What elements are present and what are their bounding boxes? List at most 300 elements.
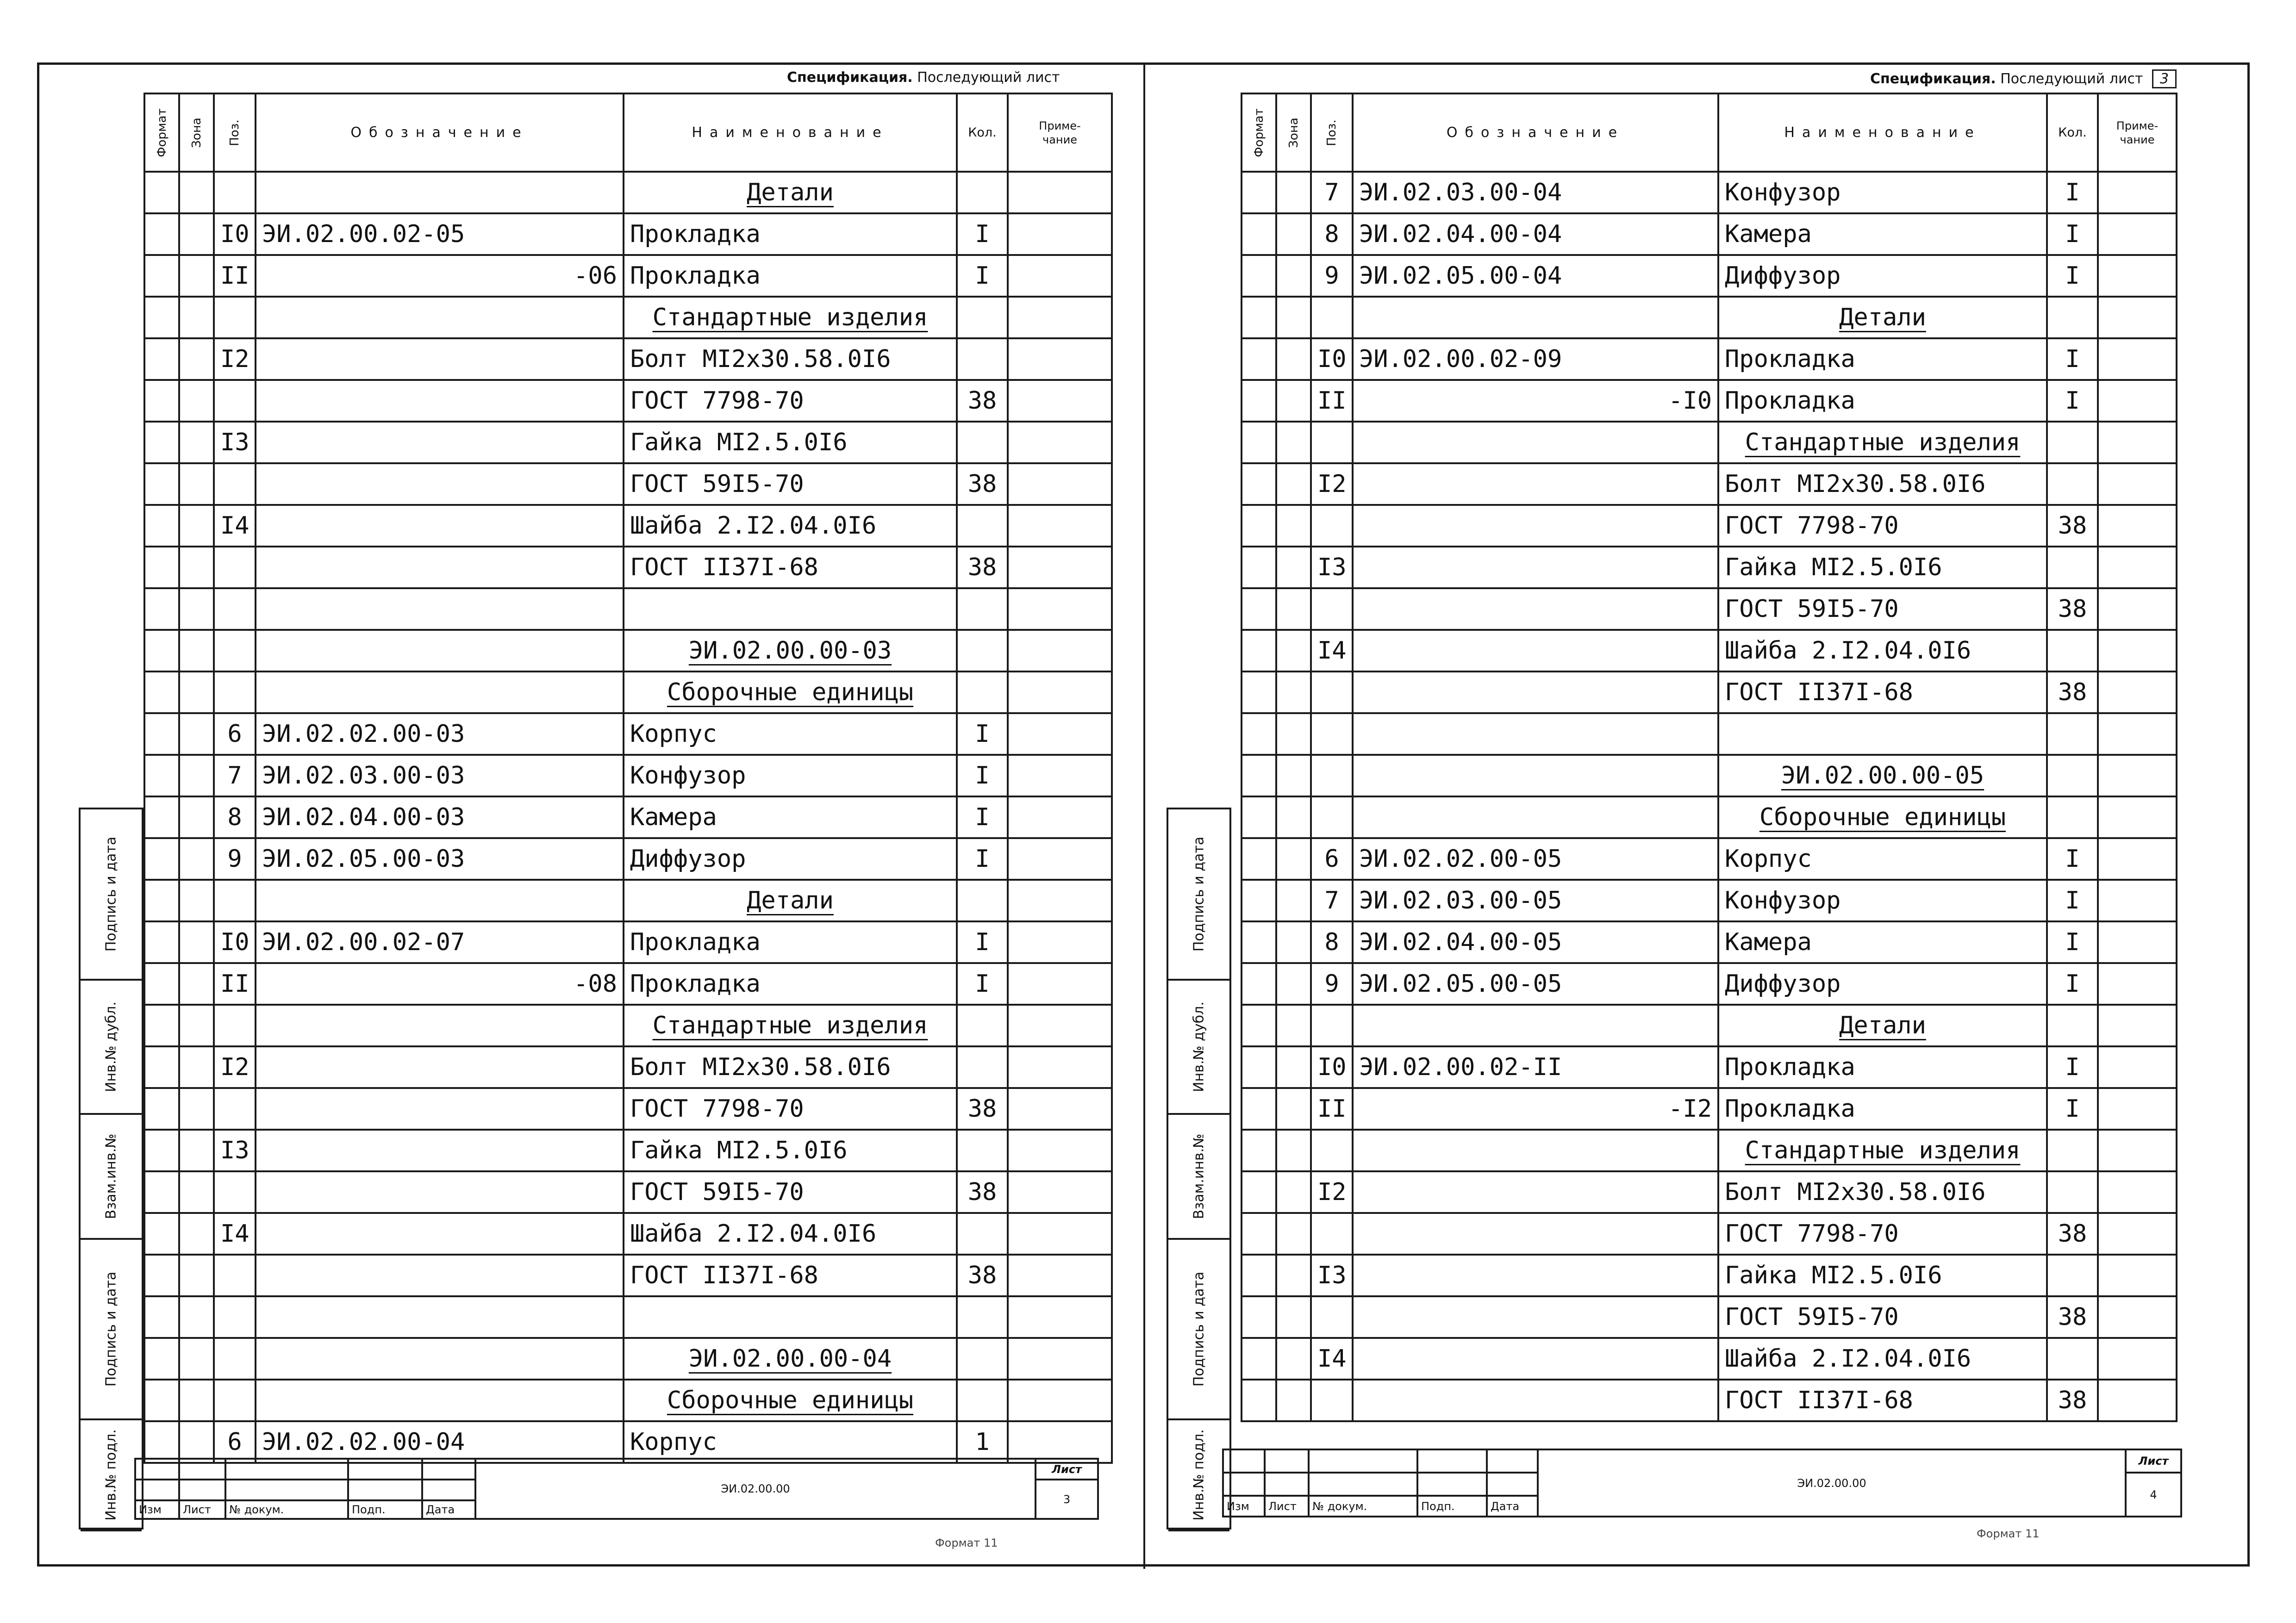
table-row: [1242, 1338, 2177, 1380]
pos-cell: I4: [214, 1213, 256, 1255]
name-cell: ГОСТ 7798-70: [624, 380, 957, 422]
pos-cell: I3: [1311, 1255, 1353, 1296]
zone-cell: [1276, 1046, 1311, 1088]
note-cell: [1008, 1338, 1112, 1380]
name-cell: Конфузор: [1718, 880, 2047, 921]
zone-cell: [179, 796, 214, 838]
right-margin-strip: [1167, 808, 1231, 1530]
zone-cell: [1276, 505, 1311, 547]
name-cell: [624, 588, 957, 630]
designation-cell: ЭИ.02.00.02-05: [256, 213, 624, 255]
zone-cell: [179, 338, 214, 380]
pos-cell: 6: [214, 1421, 256, 1463]
format-cell: [1242, 1255, 1276, 1296]
margin-label-cell: [1168, 981, 1229, 1115]
designation-cell: [1353, 1213, 1718, 1255]
note-cell: [1008, 213, 1112, 255]
table-row: [144, 963, 1112, 1005]
zone-cell: [179, 630, 214, 672]
designation-cell: [1353, 1338, 1718, 1380]
pos-cell: I0: [1311, 338, 1353, 380]
col-pos: Поз.: [214, 93, 256, 172]
qty-cell: I: [2047, 880, 2098, 921]
table-row: [1242, 1296, 2177, 1338]
name-cell: Прокладка: [1718, 380, 2047, 422]
table-row: [144, 630, 1112, 672]
designation-cell: [256, 338, 624, 380]
table-row: [1242, 963, 2177, 1005]
table-row: [144, 588, 1112, 630]
table-row: [144, 505, 1112, 547]
col-qty: Кол.: [957, 93, 1008, 172]
designation-cell: [256, 1213, 624, 1255]
note-cell: [2098, 547, 2177, 588]
left-spec-table: [144, 93, 1113, 1464]
qty-cell: [957, 1213, 1008, 1255]
margin-label: Подпись и дата: [1191, 836, 1207, 952]
note-cell: [1008, 338, 1112, 380]
format-cell: [144, 1088, 179, 1130]
designation-cell: [256, 297, 624, 338]
qty-cell: I: [2047, 172, 2098, 213]
pos-cell: [214, 1171, 256, 1213]
format-cell: [1242, 172, 1276, 213]
designation-cell: [1353, 1005, 1718, 1046]
pos-cell: 9: [214, 838, 256, 880]
qty-cell: [2047, 1338, 2098, 1380]
pos-cell: 6: [1311, 838, 1353, 880]
note-cell: [2098, 1171, 2177, 1213]
margin-label: Инв.№ подл.: [103, 1429, 119, 1521]
qty-cell: I: [957, 838, 1008, 880]
designation-cell: [256, 422, 624, 463]
format-cell: [144, 1255, 179, 1296]
name-cell: Прокладка: [1718, 1088, 2047, 1130]
zone-cell: [1276, 172, 1311, 213]
pos-cell: I0: [1311, 1046, 1353, 1088]
margin-label: Инв.№ дубл.: [103, 1001, 119, 1092]
zone-cell: [1276, 547, 1311, 588]
zone-cell: [179, 463, 214, 505]
qty-cell: 38: [957, 547, 1008, 588]
pos-cell: [1311, 1005, 1353, 1046]
zone-cell: [179, 921, 214, 963]
pos-cell: I2: [214, 1046, 256, 1088]
designation-cell: [1353, 796, 1718, 838]
left-header-title: Спецификация.: [787, 69, 913, 86]
table-row: [144, 838, 1112, 880]
format-cell: [1242, 463, 1276, 505]
qty-cell: I: [2047, 1088, 2098, 1130]
col-name: Наименование: [624, 93, 957, 172]
format-cell: [1242, 338, 1276, 380]
pos-cell: [214, 1338, 256, 1380]
zone-cell: [1276, 1130, 1311, 1171]
zone-cell: [179, 672, 214, 713]
table-row: [1242, 1213, 2177, 1255]
format-cell: [1242, 963, 1276, 1005]
note-cell: [1008, 380, 1112, 422]
name-cell: [624, 672, 957, 713]
name-cell: [1718, 1130, 2047, 1171]
zone-cell: [1276, 588, 1311, 630]
left-tb-col-1: Лист: [179, 1500, 225, 1519]
table-row: [144, 1421, 1112, 1463]
right-header-subtitle: Последующий лист: [2000, 71, 2143, 87]
note-cell: [1008, 672, 1112, 713]
zone-cell: [1276, 755, 1311, 796]
pos-cell: I3: [1311, 547, 1353, 588]
name-cell: ГОСТ 7798-70: [1718, 505, 2047, 547]
zone-cell: [1276, 422, 1311, 463]
qty-cell: I: [2047, 213, 2098, 255]
table-row: [144, 213, 1112, 255]
name-cell: Камера: [1718, 921, 2047, 963]
qty-cell: I: [957, 963, 1008, 1005]
table-row: [144, 755, 1112, 796]
margin-label: Взам.инв.№: [1191, 1133, 1207, 1219]
format-cell: [1242, 1005, 1276, 1046]
qty-cell: [2047, 630, 2098, 672]
format-cell: [1242, 1088, 1276, 1130]
zone-cell: [179, 213, 214, 255]
name-cell: ГОСТ II37I-68: [624, 1255, 957, 1296]
pos-cell: [1311, 796, 1353, 838]
table-row: [1242, 713, 2177, 755]
table-row: [1242, 547, 2177, 588]
name-cell: Болт МI2х30.58.0I6: [624, 1046, 957, 1088]
format-cell: [1242, 588, 1276, 630]
designation-cell: ЭИ.02.02.00-03: [256, 713, 624, 755]
name-cell: Корпус: [624, 1421, 957, 1463]
note-cell: [2098, 796, 2177, 838]
name-cell: [1718, 422, 2047, 463]
qty-cell: [2047, 1005, 2098, 1046]
table-row: [1242, 921, 2177, 963]
designation-cell: [1353, 297, 1718, 338]
left-table-body: [144, 172, 1112, 1463]
format-cell: [144, 713, 179, 755]
format-cell: [144, 1296, 179, 1338]
name-cell: [624, 1296, 957, 1338]
zone-cell: [1276, 1088, 1311, 1130]
pos-cell: [1311, 1380, 1353, 1421]
designation-cell: ЭИ.02.04.00-03: [256, 796, 624, 838]
name-cell: [1718, 755, 2047, 796]
format-cell: [144, 1171, 179, 1213]
qty-cell: [2047, 755, 2098, 796]
qty-cell: 38: [2047, 505, 2098, 547]
pos-cell: [214, 588, 256, 630]
format-cell: [144, 213, 179, 255]
note-cell: [1008, 1296, 1112, 1338]
pos-cell: 8: [1311, 921, 1353, 963]
pos-cell: II: [1311, 380, 1353, 422]
note-cell: [2098, 1046, 2177, 1088]
note-cell: [2098, 255, 2177, 297]
name-cell: Диффузор: [624, 838, 957, 880]
qty-cell: [957, 297, 1008, 338]
zone-cell: [1276, 838, 1311, 880]
col-designation: Обозначение: [256, 93, 624, 172]
left-tb-col-3: Подп.: [348, 1500, 422, 1519]
name-cell: [624, 1338, 957, 1380]
zone-cell: [179, 588, 214, 630]
table-row: [1242, 422, 2177, 463]
pos-cell: 7: [214, 755, 256, 796]
qty-cell: [2047, 1130, 2098, 1171]
table-row: [1242, 505, 2177, 547]
designation-cell: [256, 588, 624, 630]
format-cell: [1242, 921, 1276, 963]
pos-cell: II: [214, 963, 256, 1005]
designation-cell: ЭИ.02.02.00-05: [1353, 838, 1718, 880]
name-cell: ГОСТ 59I5-70: [1718, 1296, 2047, 1338]
designation-cell: ЭИ.02.00.02-07: [256, 921, 624, 963]
zone-cell: [179, 1088, 214, 1130]
col-format: Формат: [144, 93, 179, 172]
designation-cell: [1353, 1171, 1718, 1213]
note-cell: [1008, 1046, 1112, 1088]
zone-cell: [1276, 1213, 1311, 1255]
left-tb-col-0: Изм: [135, 1500, 179, 1519]
right-format-label: Формат 11: [1977, 1527, 2040, 1540]
qty-cell: [957, 588, 1008, 630]
col-name: Наименование: [1718, 93, 2047, 172]
format-cell: [1242, 880, 1276, 921]
name-cell: ГОСТ II37I-68: [1718, 1380, 2047, 1421]
right-tb-col-2: № докум.: [1309, 1496, 1417, 1517]
name-cell: ГОСТ II37I-68: [1718, 672, 2047, 713]
qty-cell: I: [2047, 338, 2098, 380]
designation-cell: ЭИ.02.05.00-03: [256, 838, 624, 880]
pos-cell: 8: [1311, 213, 1353, 255]
table-row: [1242, 172, 2177, 213]
left-sheet-number: 3: [1036, 1480, 1098, 1519]
table-row: [1242, 463, 2177, 505]
pos-cell: I4: [214, 505, 256, 547]
zone-cell: [1276, 880, 1311, 921]
pos-cell: II: [214, 255, 256, 297]
qty-cell: [957, 338, 1008, 380]
pos-cell: [214, 1296, 256, 1338]
designation-cell: [1353, 1130, 1718, 1171]
table-row: [1242, 755, 2177, 796]
qty-cell: [2047, 713, 2098, 755]
table-row: [144, 172, 1112, 213]
qty-cell: I: [957, 921, 1008, 963]
note-cell: [2098, 672, 2177, 713]
name-cell: Конфузор: [1718, 172, 2047, 213]
qty-cell: [2047, 297, 2098, 338]
name-cell: [1718, 297, 2047, 338]
pos-cell: [1311, 713, 1353, 755]
designation-cell: ЭИ.02.00.02-09: [1353, 338, 1718, 380]
section-heading: Детали: [1839, 304, 1926, 331]
margin-label-cell: [1168, 809, 1229, 981]
note-cell: [2098, 755, 2177, 796]
margin-label-cell: [81, 1420, 142, 1531]
table-row: [144, 880, 1112, 921]
margin-label-cell: [1168, 1240, 1229, 1420]
name-cell: Камера: [624, 796, 957, 838]
designation-cell: ЭИ.02.02.00-04: [256, 1421, 624, 1463]
format-cell: [1242, 297, 1276, 338]
zone-cell: [1276, 338, 1311, 380]
qty-cell: [957, 1130, 1008, 1171]
table-row: [144, 713, 1112, 755]
left-format-label: Формат 11: [935, 1536, 998, 1549]
designation-cell: [256, 1338, 624, 1380]
qty-cell: [957, 880, 1008, 921]
pos-cell: 7: [1311, 880, 1353, 921]
table-row: [144, 1005, 1112, 1046]
margin-label: Инв.№ подл.: [1191, 1429, 1207, 1521]
designation-cell: [1353, 1255, 1718, 1296]
designation-cell: [1353, 422, 1718, 463]
pos-cell: [214, 380, 256, 422]
format-cell: [1242, 422, 1276, 463]
designation-cell: [256, 1296, 624, 1338]
format-cell: [1242, 1213, 1276, 1255]
qty-cell: [957, 1046, 1008, 1088]
format-cell: [1242, 1380, 1276, 1421]
name-cell: Шайба 2.I2.04.0I6: [1718, 1338, 2047, 1380]
pos-cell: [1311, 297, 1353, 338]
qty-cell: [957, 1338, 1008, 1380]
note-cell: [2098, 213, 2177, 255]
table-row: [1242, 588, 2177, 630]
name-cell: ГОСТ II37I-68: [624, 547, 957, 588]
name-cell: [1718, 796, 2047, 838]
note-cell: [1008, 297, 1112, 338]
designation-cell: ЭИ.02.03.00-03: [256, 755, 624, 796]
right-page-mark: 3: [2152, 69, 2177, 88]
pos-cell: [214, 172, 256, 213]
col-zone: Зона: [179, 93, 214, 172]
margin-label-cell: [81, 1115, 142, 1240]
zone-cell: [1276, 1296, 1311, 1338]
note-cell: [1008, 463, 1112, 505]
qty-cell: 38: [957, 1088, 1008, 1130]
note-cell: [1008, 1213, 1112, 1255]
designation-cell: [256, 630, 624, 672]
table-row: [1242, 255, 2177, 297]
note-cell: [2098, 1005, 2177, 1046]
qty-cell: [957, 505, 1008, 547]
format-cell: [144, 463, 179, 505]
note-cell: [1008, 880, 1112, 921]
format-cell: [1242, 505, 1276, 547]
designation-cell: [1353, 630, 1718, 672]
qty-cell: I: [957, 755, 1008, 796]
margin-label: Подпись и дата: [103, 1271, 119, 1387]
pos-cell: [214, 1088, 256, 1130]
pos-cell: [1311, 1130, 1353, 1171]
designation-cell: [256, 172, 624, 213]
format-cell: [144, 380, 179, 422]
format-cell: [1242, 838, 1276, 880]
zone-cell: [1276, 713, 1311, 755]
table-row: [1242, 1380, 2177, 1421]
name-cell: Камера: [1718, 213, 2047, 255]
name-cell: [624, 1380, 957, 1421]
qty-cell: [957, 1005, 1008, 1046]
pos-cell: I0: [214, 921, 256, 963]
designation-cell: [1353, 1380, 1718, 1421]
note-cell: [1008, 505, 1112, 547]
designation-cell: [256, 1171, 624, 1213]
pos-cell: [214, 630, 256, 672]
note-cell: [2098, 713, 2177, 755]
zone-cell: [179, 880, 214, 921]
table-row: [144, 1338, 1112, 1380]
qty-cell: [957, 172, 1008, 213]
zone-cell: [179, 505, 214, 547]
table-row: [144, 255, 1112, 297]
zone-cell: [1276, 921, 1311, 963]
table-row: [144, 1380, 1112, 1421]
designation-cell: ЭИ.02.04.00-04: [1353, 213, 1718, 255]
name-cell: Прокладка: [624, 921, 957, 963]
name-cell: Гайка МI2.5.0I6: [624, 1130, 957, 1171]
zone-cell: [179, 172, 214, 213]
format-cell: [1242, 1171, 1276, 1213]
note-cell: [1008, 713, 1112, 755]
format-cell: [144, 755, 179, 796]
qty-cell: I: [957, 713, 1008, 755]
table-row: [144, 422, 1112, 463]
right-table-header: [1242, 93, 2177, 172]
format-cell: [144, 630, 179, 672]
format-cell: [144, 1005, 179, 1046]
format-cell: [144, 1338, 179, 1380]
section-heading: Сборочные единицы: [667, 678, 914, 706]
table-row: [1242, 1005, 2177, 1046]
right-sheet-label: Лист: [2126, 1449, 2181, 1473]
format-cell: [144, 921, 179, 963]
pos-cell: 6: [214, 713, 256, 755]
section-heading: Стандартные изделия: [652, 1012, 928, 1039]
pos-cell: I2: [1311, 1171, 1353, 1213]
section-heading: Сборочные единицы: [667, 1387, 914, 1414]
qty-cell: I: [2047, 380, 2098, 422]
right-spec-table: [1241, 93, 2177, 1422]
table-row: [1242, 213, 2177, 255]
format-cell: [1242, 213, 1276, 255]
margin-label-cell: [1168, 1115, 1229, 1240]
note-cell: [1008, 755, 1112, 796]
format-cell: [1242, 1130, 1276, 1171]
section-heading: Детали: [747, 179, 834, 206]
zone-cell: [1276, 463, 1311, 505]
right-tb-col-4: Дата: [1487, 1496, 1538, 1517]
qty-cell: I: [2047, 838, 2098, 880]
note-cell: [1008, 1255, 1112, 1296]
note-cell: [1008, 255, 1112, 297]
note-cell: [2098, 588, 2177, 630]
name-cell: Болт МI2х30.58.0I6: [624, 338, 957, 380]
margin-label: Подпись и дата: [103, 836, 119, 952]
format-cell: [1242, 255, 1276, 297]
designation-cell: ЭИ.02.04.00-05: [1353, 921, 1718, 963]
section-heading: ЭИ.02.00.00-04: [688, 1345, 892, 1373]
pos-cell: [214, 880, 256, 921]
table-row: [144, 1255, 1112, 1296]
qty-cell: 38: [2047, 1296, 2098, 1338]
note-cell: [1008, 172, 1112, 213]
table-row: [1242, 380, 2177, 422]
